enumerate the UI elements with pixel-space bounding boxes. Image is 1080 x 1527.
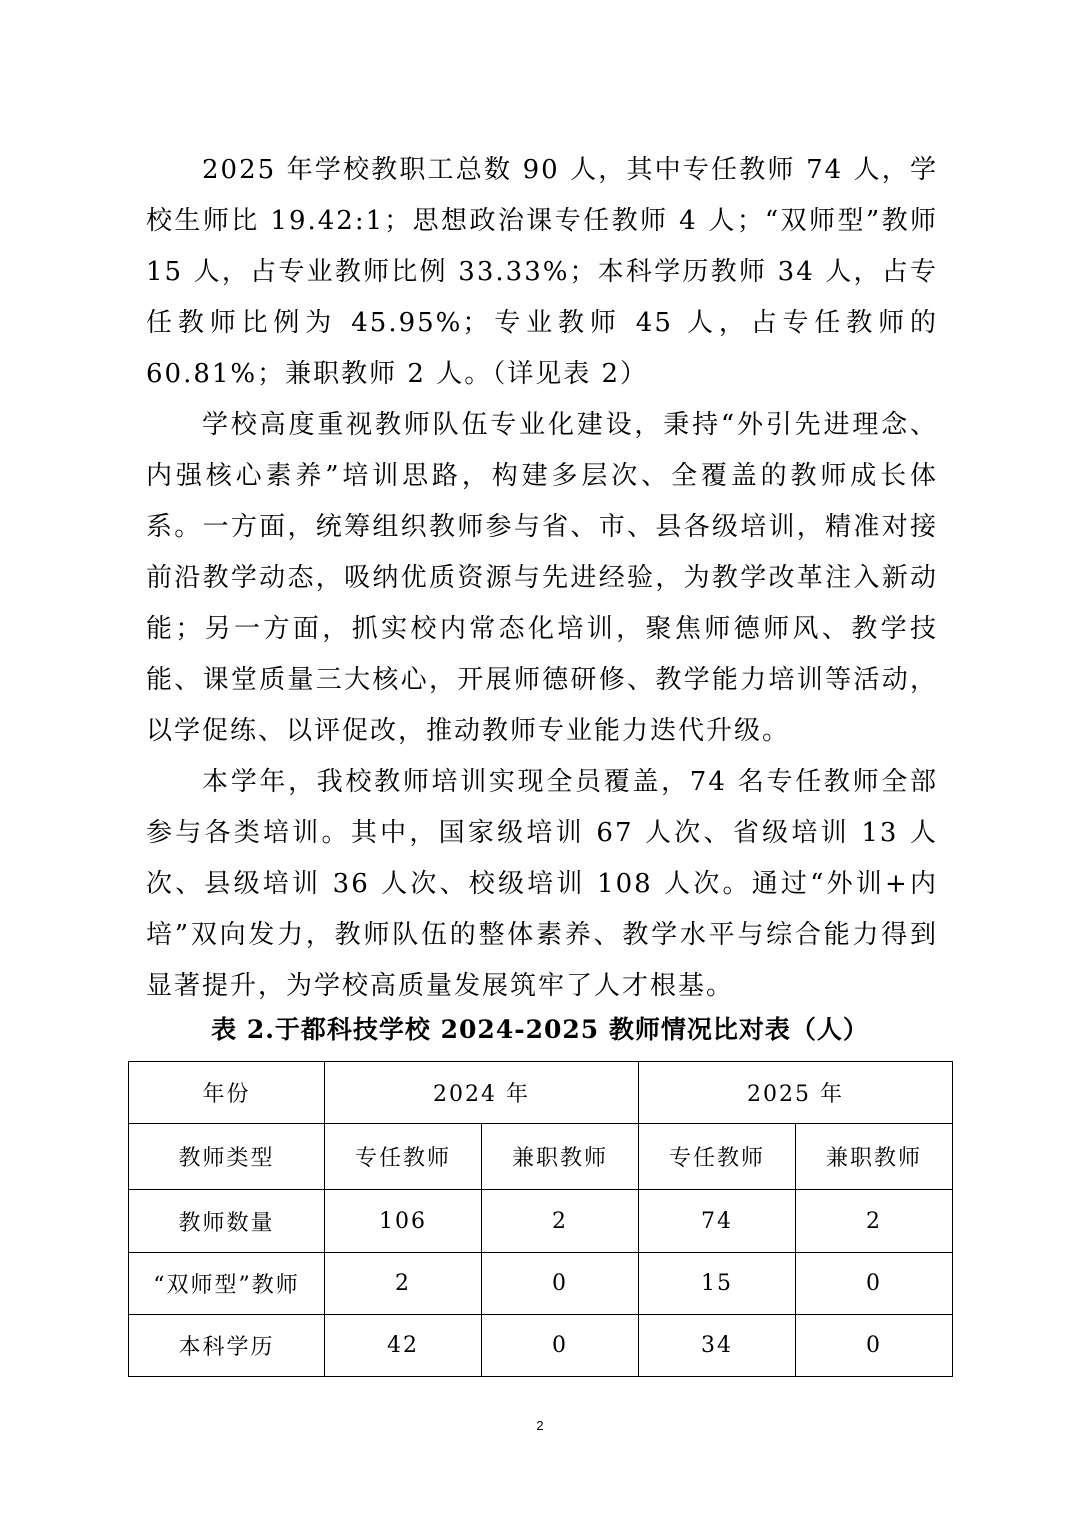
row-label: “双师型”教师	[129, 1253, 325, 1315]
table-cell: 106	[325, 1190, 482, 1253]
paragraph-training-coverage: 本学年，我校教师培训实现全员覆盖，74 名专任教师全部参与各类培训。其中，国家级培训 67 人次、省级培训 13 人次、县级培训 36 人次、校级培训 108 人次。通过“外训+内培”双向发力，教师队伍的整体素养、教学水平与综合能力得到显著提升，为学校高质量发展筑牢了人才根基。	[146, 767, 938, 1001]
subheader-part-time-2024: 兼职教师	[482, 1124, 639, 1190]
table-cell: 2	[482, 1190, 639, 1253]
subheader-full-time-2025: 专任教师	[639, 1124, 796, 1190]
table-caption: 表 2.于都科技学校 2024-2025 教师情况比对表（人）	[211, 1015, 869, 1044]
table-cell: 2	[796, 1190, 953, 1253]
teacher-comparison-table	[128, 1061, 953, 1377]
table-cell: 34	[639, 1315, 796, 1377]
row-label: 本科学历	[129, 1315, 325, 1377]
table-cell: 42	[325, 1315, 482, 1377]
subheader-part-time-2025: 兼职教师	[796, 1124, 953, 1190]
table-row	[129, 1315, 953, 1377]
table-cell: 0	[482, 1315, 639, 1377]
header-year-label: 年份	[129, 1062, 325, 1124]
table-cell: 0	[482, 1253, 639, 1315]
paragraph-staff-summary: 2025 年学校教职工总数 90 人，其中专任教师 74 人，学校生师比 19.42:1；思想政治课专任教师 4 人；“双师型”教师 15 人，占专业教师比例 33.33%；本科学历教师 34 人，占专任教师比例为 45.95%；专业教师 45 人，占专任教师的 60.81%；兼职教师 2 人。（详见表 2）	[146, 155, 938, 389]
table-cell: 0	[796, 1315, 953, 1377]
page-number: 2	[536, 1418, 544, 1433]
header-year-2024: 2024 年	[325, 1062, 639, 1124]
subheader-type-label: 教师类型	[129, 1124, 325, 1190]
body-text	[146, 145, 938, 1012]
table-row	[129, 1190, 953, 1253]
table-row	[129, 1253, 953, 1315]
table-cell: 15	[639, 1253, 796, 1315]
table-cell: 74	[639, 1190, 796, 1253]
table-header-row	[129, 1062, 953, 1124]
header-year-2025: 2025 年	[639, 1062, 953, 1124]
row-label: 教师数量	[129, 1190, 325, 1253]
table-cell: 0	[796, 1253, 953, 1315]
paragraph-training-strategy: 学校高度重视教师队伍专业化建设，秉持“外引先进理念、内强核心素养”培训思路，构建多层次、全覆盖的教师成长体系。一方面，统筹组织教师参与省、市、县各级培训，精准对接前沿教学动态，吸纳优质资源与先进经验，为教学改革注入新动能；另一方面，抓实校内常态化培训，聚焦师德师风、教学技能、课堂质量三大核心，开展师德研修、教学能力培训等活动，以学促练、以评促改，推动教师专业能力迭代升级。	[146, 410, 938, 746]
subheader-full-time-2024: 专任教师	[325, 1124, 482, 1190]
table-cell: 2	[325, 1253, 482, 1315]
table-subheader-row	[129, 1124, 953, 1190]
